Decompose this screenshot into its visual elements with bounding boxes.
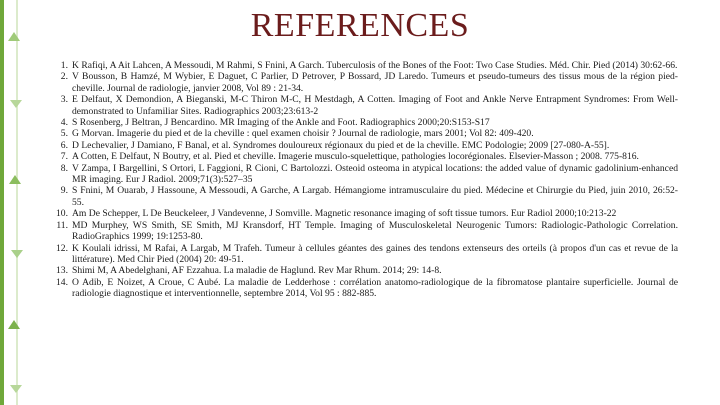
reference-item (44, 128, 678, 139)
page-title: REFERENCES (250, 7, 470, 44)
reference-item (44, 185, 678, 208)
decorative-triangle (11, 250, 23, 258)
reference-text: K Rafiqi, A Ait Lahcen, A Messoudi, M Rahmi, S Fnini, A Garch. Tuberculosis of the Bones of the Foot: Two Case Studies. Méd. Chir. Pied (2014) 30:62-66. (72, 60, 678, 71)
reference-number: 1. (60, 60, 68, 71)
reference-item (44, 94, 678, 117)
decorative-triangle (9, 175, 21, 184)
reference-text: MD Murphey, WS Smith, SE Smith, MJ Kransdorf, HT Temple. Imaging of Musculoskeletal Neurogenic Tumors: Radiologic-Pathologic Correlation. RadioGraphics 1999; 19:1253-80. (72, 219, 678, 243)
reference-item (44, 163, 678, 186)
reference-number: 8. (60, 162, 68, 174)
reference-item (44, 265, 678, 276)
reference-item (44, 117, 678, 128)
reference-item (44, 243, 678, 266)
reference-number: 10. (56, 208, 68, 220)
reference-number: 9. (60, 185, 68, 197)
reference-item (44, 220, 678, 243)
reference-number: 3. (60, 94, 68, 106)
reference-number: 2. (60, 71, 68, 83)
reference-text: V Bousson, B Hamzé, M Wybier, E Daguet, C Parlier, D Petrover, P Bossard, JD Laredo. Tumeurs et pseudo-tumeurs des tissus mous de la région pied-cheville. Journal de radiologie, janvier 2008, Vol 89 : 21-34. (72, 71, 678, 94)
left-accent-stripe (16, 0, 18, 405)
reference-number: 5. (60, 128, 68, 140)
decorative-triangle (10, 100, 22, 108)
reference-number: 4. (60, 117, 68, 129)
decorative-triangle (8, 320, 20, 329)
reference-item (44, 277, 678, 300)
reference-number: 14. (56, 276, 68, 288)
reference-number: 6. (60, 139, 68, 151)
reference-text: Am De Schepper, L De Beuckeleer, J Vandevenne, J Somville. Magnetic resonance imaging of soft tissue tumors. Eur Radiol 2000;10:213-22 (72, 208, 617, 220)
reference-text: S Rosenberg, J Beltran, J Bencardino. MR Imaging of the Ankle and Foot. Radiographics 2000;20:S153-S17 (72, 117, 490, 129)
reference-item (44, 71, 678, 94)
reference-item (44, 60, 678, 71)
left-accent-bar (0, 0, 4, 405)
reference-item (44, 208, 678, 219)
reference-number: 7. (60, 151, 68, 163)
reference-number: 11. (56, 219, 68, 231)
reference-number: 13. (56, 265, 68, 277)
reference-text: K Koulali idrissi, M Rafai, A Largab, M Trafeh. Tumeur à cellules géantes des gaines des tendons extenseurs des orteils (à propos d'un cas et revue de la littérature). Med Chir Pied (2004) 20: 49-51. (72, 242, 678, 265)
decorative-triangle (10, 385, 22, 393)
reference-number: 12. (56, 242, 68, 254)
reference-text: S Fnini, M Ouarab, J Hassoune, A Messoudi, A Garche, A Largab. Hémangiome intramusculaire du pied. Médecine et Chirurgie du Pied, juin 2010, 26:52-55. (72, 185, 678, 208)
reference-text: O Adib, E Noizet, A Croue, C Aubé. La maladie de Ledderhose : corrélation anatomo-radiologique de la fibromatose plantaire superficielle. Journal de radiologie diagnostique et interventionnelle, septembre 2014, Vol 95 : 882-885. (72, 276, 678, 300)
reference-text: E Delfaut, X Demondion, A Bieganski, M-C Thiron M-C, H Mestdagh, A Cotten. Imaging of Foot and Ankle Nerve Entrapment Syndromes: From Well-demonstrated to Unfamiliar Sites. Radiographics 2003;23:613-2 (72, 94, 678, 117)
reference-item (44, 151, 678, 162)
reference-item (44, 140, 678, 151)
reference-text: Shimi M, A Abedelghani, AF Ezzahua. La maladie de Haglund. Rev Mar Rhum. 2014; 29: 14-8. (72, 265, 442, 277)
reference-text: D Lechevalier, J Damiano, F Banal, et al. Syndromes douloureux régionaux du pied et de la cheville. EMC Podologie; 2009 [27-080-A-55]. (72, 139, 610, 151)
reference-text: A Cotten, E Delfaut, N Boutry, et al. Pied et cheville. Imagerie musculo-squelettique, pathologies locorégionales. Elsevier-Masson ; 2008. 775-816. (72, 151, 639, 163)
reference-text: G Morvan. Imagerie du pied et de la cheville : quel examen choisir ? Journal de radiologie, mars 2001; Vol 82: 409-420. (72, 128, 534, 140)
reference-text: V Zampa, I Bargellini, S Ortori, L Faggioni, R Cioni, C Bartolozzi. Osteoid osteoma in atypical locations: the added value of dynamic gadolinium-enhanced MR imaging. Eur J Radiol. 2009;71(3):527–35 (72, 162, 678, 186)
reference-list (44, 60, 678, 300)
